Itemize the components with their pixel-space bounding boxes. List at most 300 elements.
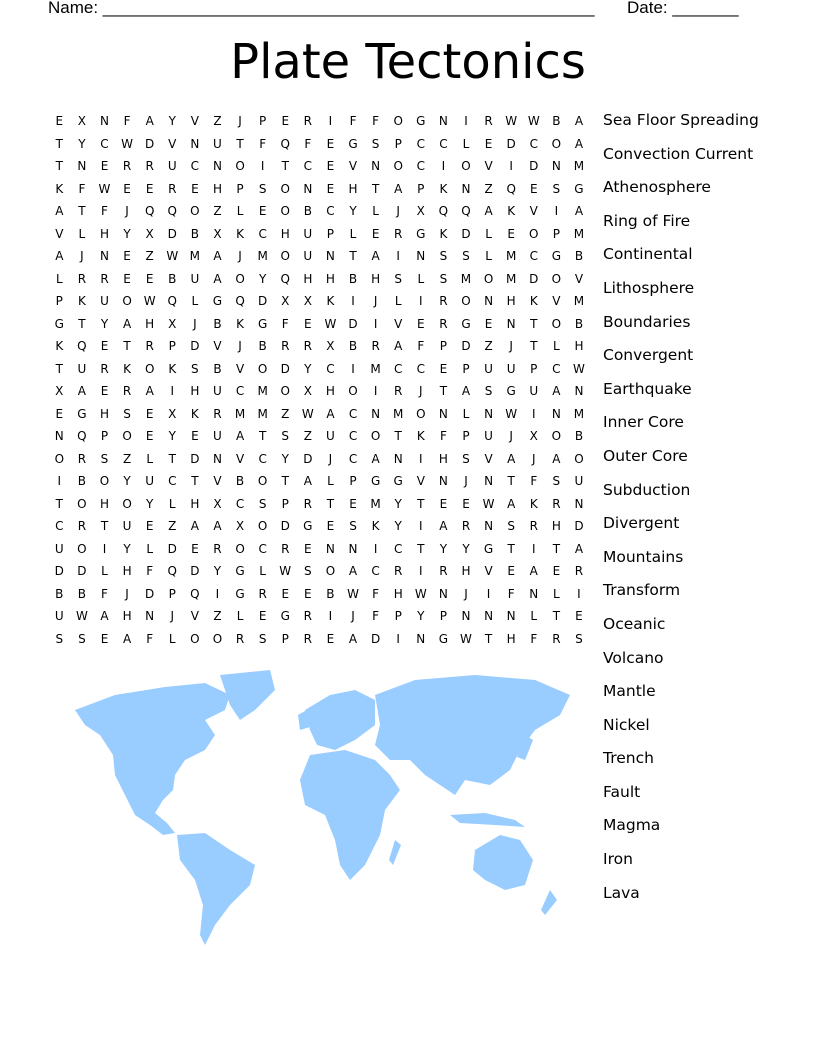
grid-letter: L (55, 271, 63, 286)
grid-letter: Z (281, 406, 290, 421)
grid-letter: H (325, 271, 335, 286)
grid-letter: L (168, 631, 176, 646)
grid-letter: I (419, 519, 423, 533)
grid-letter: M (573, 226, 585, 241)
word-list-item: Volcano (603, 648, 664, 667)
grid-letter: S (123, 406, 131, 421)
grid-letter: H (325, 384, 335, 398)
grid-letter: J (238, 249, 242, 263)
grid-letter: Y (394, 519, 402, 533)
grid-letter: L (417, 271, 425, 286)
grid-letter: C (416, 136, 425, 151)
grid-letter: R (303, 609, 312, 623)
word-list-item: Inner Core (603, 413, 684, 432)
grid-letter: B (258, 339, 267, 353)
grid-letter: V (552, 294, 561, 308)
grid-letter: R (122, 159, 132, 173)
grid-letter: O (212, 631, 223, 646)
grid-letter: R (213, 406, 222, 421)
grid-letter: M (370, 361, 381, 376)
grid-letter: R (303, 631, 312, 646)
grid-letter: E (326, 519, 335, 533)
grid-letter: G (303, 519, 313, 533)
grid-letter: U (77, 361, 87, 376)
word-list-item: Boundaries (603, 312, 691, 331)
grid-letter: M (234, 406, 246, 421)
grid-letter: R (439, 564, 448, 578)
word-list-item: Iron (603, 850, 633, 869)
grid-letter: H (122, 609, 132, 623)
grid-letter: B (574, 316, 584, 331)
grid-letter: J (509, 429, 513, 443)
grid-letter: I (396, 631, 400, 646)
grid-letter: U (506, 361, 516, 376)
grid-letter: N (99, 249, 109, 263)
grid-letter: F (281, 316, 289, 331)
grid-letter: V (168, 136, 177, 151)
grid-letter: B (574, 249, 584, 263)
grid-letter: S (484, 384, 493, 398)
grid-letter: N (484, 474, 494, 488)
grid-letter: T (123, 339, 131, 353)
grid-row (48, 268, 590, 291)
grid-letter: E (507, 564, 515, 578)
south-america (177, 833, 255, 945)
grid-letter: J (238, 114, 242, 128)
grid-letter: Y (439, 541, 448, 556)
grid-letter: N (438, 586, 448, 601)
grid-letter: B (552, 114, 561, 128)
grid-letter: X (168, 316, 177, 331)
word-list-item: Fault (603, 782, 641, 801)
grid-letter: W (573, 361, 585, 376)
grid-letter: E (123, 181, 131, 196)
grid-letter: B (326, 586, 335, 601)
grid-letter: R (394, 564, 403, 578)
grid-letter: R (574, 564, 584, 578)
grid-letter: B (213, 361, 222, 376)
grid-letter: O (551, 429, 562, 443)
grid-row (48, 223, 590, 246)
grid-letter: G (551, 249, 562, 263)
grid-letter: K (168, 361, 177, 376)
grid-letter: B (235, 474, 245, 488)
grid-letter: Z (145, 249, 154, 263)
grid-letter: N (371, 406, 381, 421)
grid-letter: C (529, 249, 538, 263)
grid-letter: F (304, 136, 312, 151)
grid-letter: A (439, 519, 448, 533)
grid-letter: R (529, 519, 538, 533)
grid-letter: I (419, 564, 423, 578)
world-map-continents (75, 670, 570, 945)
grid-letter: V (55, 226, 64, 241)
grid-letter: N (551, 159, 561, 173)
grid-letter: Y (78, 136, 86, 151)
grid-letter: A (371, 249, 380, 263)
grid-letter: B (348, 339, 358, 353)
north-america (75, 683, 230, 835)
grid-letter: O (77, 496, 87, 511)
grid-letter: I (396, 249, 400, 263)
grid-letter: P (236, 181, 244, 196)
word-list (603, 108, 759, 914)
grid-letter: A (529, 564, 538, 578)
grid-letter: U (145, 474, 155, 488)
grid-letter: L (327, 474, 334, 488)
grid-letter: L (146, 541, 154, 556)
grid-letter: O (551, 316, 562, 331)
grid-letter: S (258, 181, 267, 196)
grid-letter: V (416, 474, 425, 488)
australia (473, 835, 533, 890)
grid-letter: Q (461, 204, 471, 218)
grid-letter: N (77, 159, 87, 173)
grid-letter: J (419, 384, 423, 398)
grid-letter: Q (167, 204, 177, 218)
word-list-item: Oceanic (603, 614, 666, 633)
grid-letter: Q (144, 204, 155, 218)
grid-letter: W (505, 406, 518, 421)
grid-letter: O (144, 361, 155, 376)
grid-letter: T (55, 361, 63, 376)
grid-letter: Y (281, 451, 289, 466)
grid-letter: Z (303, 429, 312, 443)
grid-letter: K (416, 429, 425, 443)
grid-letter: R (235, 631, 245, 646)
date-field[interactable]: Date: _______ (627, 0, 739, 17)
grid-letter: P (259, 114, 267, 128)
grid-letter: E (191, 541, 199, 556)
grid-letter: E (462, 496, 470, 511)
grid-letter: H (99, 496, 109, 511)
grid-letter: D (145, 586, 155, 601)
grid-letter: O (348, 384, 358, 398)
grid-letter: X (235, 519, 245, 533)
grid-letter: V (190, 609, 199, 623)
grid-letter: A (461, 384, 471, 398)
grid-letter: F (530, 474, 538, 488)
grid-letter: K (77, 294, 86, 308)
grid-letter: F (78, 181, 86, 196)
grid-letter: A (213, 271, 222, 286)
grid-letter: V (235, 361, 245, 376)
grid-letter: E (371, 226, 380, 241)
grid-letter: C (190, 159, 200, 173)
grid-letter: N (325, 541, 335, 556)
grid-letter: F (101, 204, 108, 218)
grid-letter: P (281, 496, 289, 511)
grid-letter: L (168, 496, 176, 511)
grid-letter: O (122, 496, 132, 511)
grid-letter: C (303, 159, 313, 173)
grid-letter: Z (122, 451, 132, 466)
grid-letter: L (553, 586, 560, 601)
grid-letter: L (485, 226, 492, 241)
word-list-item: Mantle (603, 682, 656, 701)
grid-letter: F (123, 114, 131, 128)
grid-letter: R (258, 586, 267, 601)
grid-letter: C (348, 406, 358, 421)
grid-letter: O (574, 451, 584, 466)
grid-row (48, 560, 590, 583)
grid-letter: C (258, 451, 267, 466)
grid-letter: I (373, 384, 378, 398)
grid-letter: X (326, 339, 335, 353)
grid-letter: K (371, 519, 380, 533)
grid-letter: K (439, 181, 448, 196)
grid-letter: Q (190, 586, 200, 601)
grid-letter: O (235, 541, 245, 556)
grid-letter: V (529, 204, 538, 218)
grid-letter: Q (167, 294, 177, 308)
grid-letter: P (100, 429, 109, 443)
grid-letter: I (441, 159, 446, 173)
grid-letter: F (146, 631, 154, 646)
grid-letter: O (257, 361, 268, 376)
grid-letter: S (462, 249, 470, 263)
grid-letter: Z (168, 519, 177, 533)
grid-letter: T (439, 384, 448, 398)
grid-letter: H (438, 451, 448, 466)
grid-letter: R (281, 339, 290, 353)
grid-letter: O (257, 519, 268, 533)
grid-letter: O (370, 429, 381, 443)
grid-letter: S (55, 631, 64, 646)
word-list-item: Subduction (603, 480, 691, 499)
grid-row (48, 133, 590, 156)
grid-letter: H (393, 586, 403, 601)
grid-letter: S (258, 631, 267, 646)
grid-row (48, 448, 590, 471)
grid-letter: E (191, 429, 199, 443)
grid-letter: P (55, 294, 63, 308)
africa (300, 750, 400, 880)
grid-letter: T (55, 159, 63, 173)
grid-letter: T (371, 181, 380, 196)
grid-letter: B (77, 474, 86, 488)
grid-letter: J (373, 294, 378, 308)
grid-letter: B (190, 226, 199, 241)
grid-letter: I (531, 406, 536, 421)
grid-letter: S (281, 429, 290, 443)
grid-letter: A (77, 384, 86, 398)
grid-letter: D (54, 564, 64, 578)
grid-letter: A (55, 249, 64, 263)
grid-letter: B (574, 429, 584, 443)
grid-letter: W (414, 586, 427, 601)
grid-letter: U (122, 519, 132, 533)
grid-letter: J (464, 586, 468, 601)
grid-letter: N (574, 496, 584, 511)
grid-letter: H (99, 226, 109, 241)
grid-letter: I (215, 586, 220, 601)
grid-letter: F (507, 586, 515, 601)
grid-letter: Y (123, 474, 131, 488)
grid-letter: W (527, 114, 540, 128)
grid-letter: H (212, 181, 222, 196)
grid-letter: Z (213, 609, 222, 623)
grid-letter: C (552, 361, 561, 376)
grid-letter: P (349, 474, 357, 488)
grid-letter: G (438, 631, 449, 646)
grid-letter: N (529, 586, 539, 601)
grid-letter: Y (168, 114, 176, 128)
grid-row (48, 358, 590, 381)
grid-letter: R (100, 271, 109, 286)
grid-letter: U (484, 361, 493, 376)
grid-letter: C (348, 429, 358, 443)
grid-letter: G (506, 384, 516, 398)
grid-letter: E (326, 631, 335, 646)
grid-letter: O (280, 204, 290, 218)
madagascar (389, 840, 401, 865)
grid-letter: J (509, 339, 513, 353)
grid-letter: T (507, 541, 515, 556)
grid-letter: R (461, 519, 471, 533)
grid-letter: W (301, 406, 314, 421)
grid-letter: E (281, 114, 290, 128)
grid-letter: M (189, 249, 201, 263)
grid-letter: Z (484, 339, 493, 353)
grid-letter: A (552, 451, 561, 466)
grid-letter: E (552, 564, 561, 578)
grid-letter: A (190, 519, 199, 533)
grid-letter: T (484, 631, 493, 646)
grid-letter: B (348, 271, 358, 286)
grid-letter: O (280, 384, 290, 398)
grid-letter: Z (484, 181, 493, 196)
grid-letter: N (371, 159, 381, 173)
grid-letter: V (348, 159, 358, 173)
grid-letter: L (349, 226, 357, 241)
grid-letter: H (99, 406, 109, 421)
grid-letter: S (371, 136, 380, 151)
grid-letter: J (125, 586, 129, 601)
grid-letter: P (462, 429, 470, 443)
grid-letter: O (483, 271, 494, 286)
grid-letter: T (55, 136, 63, 151)
grid-letter: E (417, 316, 425, 331)
grid-letter: H (461, 564, 471, 578)
grid-letter: G (77, 406, 87, 421)
grid-letter: C (100, 136, 109, 151)
grid-letter: H (145, 316, 155, 331)
grid-letter: A (55, 204, 64, 218)
grid-letter: T (552, 609, 561, 623)
grid-letter: P (462, 361, 470, 376)
grid-letter: G (416, 226, 426, 241)
grid-letter: G (235, 564, 245, 578)
europe (305, 690, 375, 750)
grid-letter: A (394, 181, 403, 196)
grid-letter: I (373, 316, 378, 331)
grid-letter: D (529, 159, 539, 173)
grid-letter: S (258, 496, 267, 511)
grid-letter: O (122, 429, 132, 443)
grid-letter: I (373, 541, 378, 556)
grid-letter: X (416, 204, 425, 218)
grid-letter: D (348, 316, 358, 331)
grid-letter: U (484, 429, 493, 443)
word-list-item: Outer Core (603, 446, 688, 465)
grid-row (48, 155, 590, 178)
grid-letter: U (167, 159, 177, 173)
grid-letter: L (372, 204, 379, 218)
grid-letter: P (530, 361, 538, 376)
grid-letter: O (325, 564, 336, 578)
grid-letter: W (279, 564, 292, 578)
grid-letter: T (281, 159, 289, 173)
grid-letter: T (100, 519, 109, 533)
grid-row (48, 538, 590, 561)
name-field[interactable]: Name: ____________________________________________________ (48, 0, 595, 17)
grid-row (48, 335, 590, 358)
grid-letter: O (393, 114, 403, 128)
grid-letter: H (371, 271, 381, 286)
grid-letter: E (100, 384, 109, 398)
grid-letter: A (348, 564, 358, 578)
grid-letter: K (123, 361, 132, 376)
asia (375, 675, 570, 795)
grid-letter: M (573, 294, 585, 308)
grid-letter: R (77, 519, 87, 533)
grid-letter: A (394, 339, 403, 353)
grid-letter: J (396, 204, 400, 218)
grid-letter: N (416, 249, 426, 263)
grid-letter: L (485, 249, 492, 263)
grid-letter: E (145, 181, 154, 196)
grid-letter: D (145, 136, 155, 151)
grid-letter: I (57, 474, 62, 488)
grid-letter: K (529, 496, 538, 511)
grid-letter: R (77, 451, 87, 466)
grid-letter: D (529, 271, 539, 286)
grid-letter: W (143, 294, 156, 308)
grid-letter: O (190, 204, 200, 218)
grid-letter: N (551, 406, 561, 421)
grid-letter: F (101, 586, 108, 601)
grid-letter: O (99, 474, 110, 488)
grid-letter: L (101, 564, 108, 578)
grid-letter: N (54, 429, 64, 443)
grid-letter: Q (77, 339, 87, 353)
word-list-item: Continental (603, 245, 693, 264)
greenland (220, 670, 275, 720)
grid-letter: R (122, 384, 132, 398)
grid-letter: Q (280, 271, 290, 286)
grid-letter: M (505, 249, 517, 263)
grid-letter: O (551, 271, 562, 286)
word-list-item: Ring of Fire (603, 211, 691, 230)
grid-letter: E (326, 181, 335, 196)
grid-letter: G (54, 316, 64, 331)
word-list-item: Transform (603, 581, 681, 600)
grid-letter: N (461, 181, 471, 196)
grid-letter: H (122, 564, 132, 578)
grid-letter: O (54, 451, 65, 466)
grid-letter: R (281, 541, 290, 556)
grid-letter: V (484, 159, 493, 173)
grid-letter: G (393, 474, 403, 488)
grid-letter: F (530, 631, 538, 646)
grid-letter: R (394, 384, 403, 398)
grid-letter: K (507, 204, 516, 218)
grid-letter: R (303, 496, 312, 511)
grid-letter: N (506, 609, 516, 623)
grid-letter: N (145, 609, 155, 623)
grid-letter: Y (123, 226, 131, 241)
